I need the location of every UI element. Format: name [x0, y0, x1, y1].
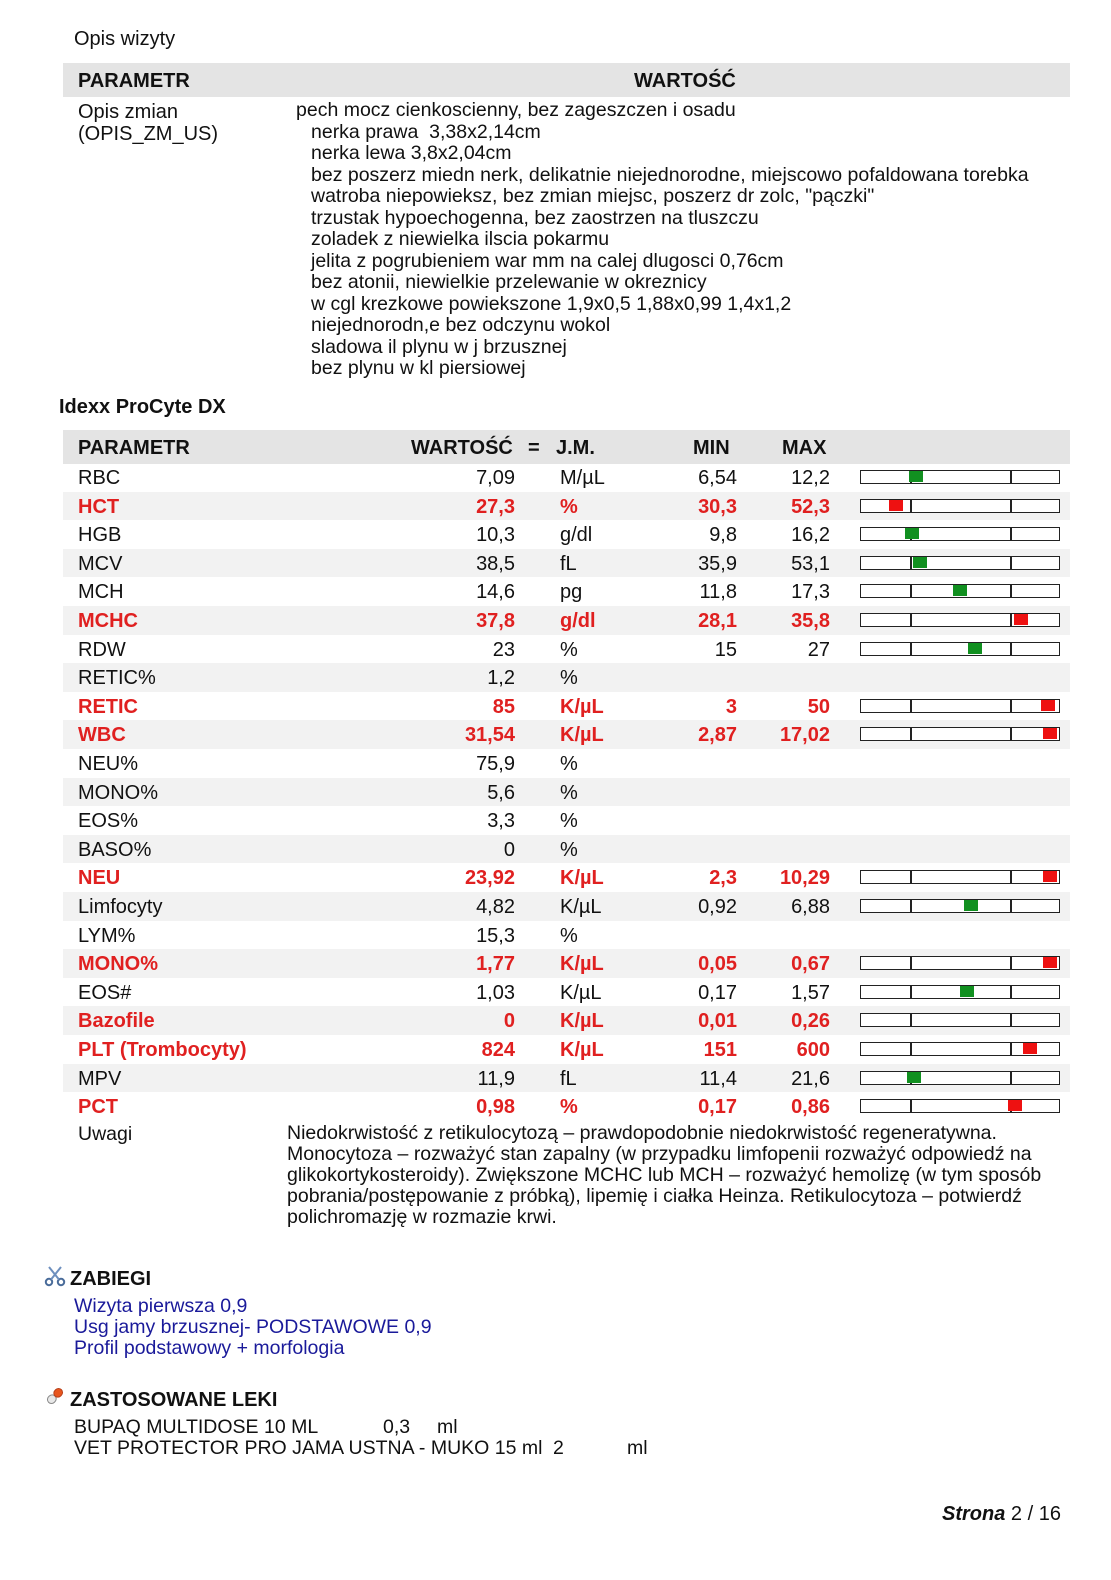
param-max: 0,67	[791, 953, 830, 976]
param-name: WBC	[78, 724, 126, 747]
param-value: 3,3	[487, 810, 515, 833]
param-name: MONO%	[78, 953, 158, 976]
param-unit: %	[560, 638, 578, 661]
gauge-marker	[1043, 728, 1057, 739]
param-unit: K/µL	[560, 1039, 604, 1061]
param-name: RBC	[78, 467, 121, 489]
lab-table-header	[63, 430, 1070, 464]
visit-description-line: niejednorodn,e bez odczynu wokol	[311, 314, 611, 336]
param-name: MCV	[78, 552, 123, 575]
lab-row	[63, 463, 1070, 492]
param-value: 5,6	[487, 781, 515, 804]
lab-row	[63, 1035, 1070, 1064]
gauge-tick	[1010, 728, 1012, 740]
visit-table-header	[63, 63, 1070, 97]
lab-row	[63, 520, 1070, 549]
visit-description-line: nerka lewa 3,8x2,04cm	[311, 142, 512, 164]
visit-description-line: trzustak hypoechogenna, bez zaostrzen na tluszczu	[311, 206, 759, 229]
param-unit: %	[560, 753, 578, 775]
param-min: 0,17	[698, 1096, 737, 1119]
range-gauge	[860, 642, 1060, 656]
range-gauge	[860, 556, 1060, 570]
range-gauge	[860, 956, 1060, 970]
drug-qty: 0,3	[383, 1416, 411, 1438]
page-label: Strona	[942, 1503, 1006, 1525]
notes-line: Monocytoza – rozważyć stan zapalny (w przypadku limfopenii rozważyć odpowiedź na	[287, 1143, 1032, 1165]
gauge-tick	[1010, 900, 1012, 912]
range-gauge	[860, 727, 1060, 741]
visit-description-line: bez atonii, niewielkie przelewanie w okreznicy	[311, 271, 707, 293]
gauge-marker	[1041, 700, 1055, 711]
lab-row	[63, 1092, 1070, 1121]
param-min: 28,1	[698, 610, 737, 632]
gauge-tick	[1010, 1014, 1012, 1026]
procedures-title: ZABIEGI	[70, 1268, 152, 1290]
gauge-marker	[907, 1072, 921, 1083]
param-max: 600	[796, 1039, 830, 1061]
lab-row	[63, 549, 1070, 578]
gauge-tick	[910, 728, 912, 740]
range-gauge	[860, 1071, 1060, 1085]
param-value: 38,5	[476, 552, 515, 575]
param-value: 1,2	[487, 667, 515, 690]
gauge-tick	[1010, 500, 1012, 512]
param-unit: %	[560, 810, 578, 833]
visit-description-line: sladowa il plynu w j brzusznej	[311, 335, 567, 358]
param-name: RETIC%	[78, 667, 156, 690]
param-value: 1,03	[476, 981, 515, 1004]
param-name: PLT (Trombocyty)	[78, 1039, 247, 1061]
param-unit: fL	[560, 552, 577, 575]
param-name: BASO%	[78, 838, 152, 861]
param-unit: K/µL	[560, 695, 604, 718]
param-name: RETIC	[78, 695, 138, 718]
gauge-tick	[1010, 986, 1012, 998]
gauge-tick	[1010, 471, 1012, 483]
param-name: LYM%	[78, 924, 136, 947]
device-title: Idexx ProCyte DX	[59, 396, 226, 418]
param-unit: %	[560, 781, 578, 804]
param-min: 2,87	[698, 724, 737, 747]
range-gauge	[860, 699, 1060, 713]
lab-row	[63, 1006, 1070, 1035]
gauge-marker	[905, 528, 919, 539]
notes-line: pobrania/postępowanie z próbką), lipemię i ciałka Heinza. Retikulocytoza – potwierdź	[287, 1185, 1022, 1207]
gauge-tick	[1010, 700, 1012, 712]
param-min: 0,17	[698, 981, 737, 1004]
drug-name: VET PROTECTOR PRO JAMA USTNA - MUKO 15 ml	[74, 1437, 543, 1459]
param-name: HCT	[78, 495, 120, 518]
gauge-tick	[910, 1043, 912, 1055]
gauge-tick	[1010, 1043, 1012, 1055]
lab-row	[63, 921, 1070, 950]
param-name: NEU	[78, 867, 121, 890]
param-min: 3	[725, 695, 737, 718]
gauge-marker	[909, 471, 923, 482]
gauge-tick	[910, 1100, 912, 1112]
param-unit: K/µL	[560, 867, 604, 890]
lab-row	[63, 835, 1070, 864]
scissors-icon	[44, 1265, 66, 1287]
visit-description-line: watroba niepowieksz, bez zmian miejsc, poszerz dr zolc, "pączki"	[311, 185, 875, 207]
param-max: 35,8	[791, 610, 830, 632]
param-unit: K/µL	[560, 1010, 604, 1033]
gauge-marker	[889, 500, 903, 511]
gauge-tick	[1010, 643, 1012, 655]
param-value: 0	[503, 838, 515, 861]
range-gauge	[860, 1042, 1060, 1056]
range-gauge	[860, 527, 1060, 541]
notes-line: Niedokrwistość z retikulocytozą – prawdopodobnie niedokrwistość regeneratywna.	[287, 1122, 997, 1144]
param-value: 31,54	[464, 724, 515, 747]
page-total: 16	[1038, 1503, 1061, 1525]
page-sep: /	[1027, 1503, 1034, 1525]
gauge-tick	[910, 1014, 912, 1026]
visit-description-line: bez poszerz miedn nerk, delikatnie niejednorodne, miejscowo pofaldowana torebka	[311, 163, 1029, 186]
procedure-item: Profil podstawowy + morfologia	[74, 1337, 345, 1359]
param-unit: %	[560, 1096, 578, 1119]
param-value: 23	[492, 638, 515, 661]
param-label-line1: Opis zmian	[78, 101, 179, 123]
gauge-marker	[1008, 1100, 1022, 1111]
param-min: 9,8	[709, 524, 737, 547]
param-unit: K/µL	[560, 953, 604, 976]
param-max: 10,29	[779, 867, 830, 890]
param-max: 12,2	[791, 467, 830, 489]
range-gauge	[860, 1099, 1060, 1113]
header-param: PARAMETR	[78, 70, 190, 92]
param-value: 11,9	[477, 1067, 515, 1090]
param-min: 11,4	[699, 1067, 737, 1090]
param-min: 0,05	[698, 953, 737, 976]
param-value: 824	[481, 1039, 515, 1061]
gauge-tick	[910, 986, 912, 998]
visit-description-line: nerka prawa 3,38x2,14cm	[311, 120, 541, 143]
lab-row	[63, 606, 1070, 635]
lab-header-param: PARAMETR	[78, 437, 190, 459]
lab-row	[63, 663, 1070, 692]
param-max: 50	[807, 695, 830, 718]
lab-row	[63, 749, 1070, 778]
header-value: WARTOŚĆ	[634, 70, 736, 92]
gauge-tick	[1010, 528, 1012, 540]
gauge-marker	[1023, 1043, 1037, 1054]
param-name: MCH	[78, 581, 124, 604]
param-min: 15	[714, 638, 737, 661]
param-name: HGB	[78, 524, 122, 547]
gauge-tick	[910, 700, 912, 712]
param-unit: %	[560, 495, 578, 518]
range-gauge	[860, 584, 1060, 598]
param-value: 1,77	[476, 953, 515, 976]
param-value: 10,3	[476, 524, 515, 547]
param-name: MCHC	[78, 610, 138, 632]
visit-title: Opis wizyty	[74, 28, 176, 50]
gauge-tick	[910, 585, 912, 597]
page-current: 2	[1010, 1503, 1023, 1525]
param-max: 52,3	[791, 495, 830, 518]
param-value: 27,3	[476, 495, 515, 518]
param-value: 4,82	[476, 896, 515, 918]
param-value: 0,98	[476, 1096, 515, 1119]
drug-qty: 2	[553, 1437, 564, 1459]
page-number	[942, 1503, 1061, 1526]
param-value: 85	[492, 695, 515, 718]
param-unit: %	[560, 667, 578, 690]
gauge-marker	[968, 643, 982, 654]
param-name: Limfocyty	[78, 896, 163, 918]
drug-unit: ml	[437, 1416, 458, 1438]
param-value: 37,8	[476, 610, 515, 632]
range-gauge	[860, 870, 1060, 884]
param-unit: g/dl	[560, 524, 593, 547]
range-gauge	[860, 613, 1060, 627]
gauge-marker	[1043, 957, 1057, 968]
param-max: 0,86	[791, 1096, 830, 1119]
lab-row	[63, 720, 1070, 749]
notes-line: glikokortykosteroidy). Zwiększone MCHC lub MCH – rozważyć hemolizę (w tym sposób	[287, 1164, 1042, 1186]
drug-name: BUPAQ MULTIDOSE 10 ML	[74, 1416, 319, 1438]
visit-param-label	[78, 101, 218, 145]
gauge-marker	[1043, 871, 1057, 882]
gauge-tick	[1010, 614, 1012, 626]
visit-description-line: w cgl krezkowe powiekszone 1,9x0,5 1,88x0,99 1,4x1,2	[311, 292, 792, 315]
lab-row	[63, 1064, 1070, 1093]
lab-header-unit: J.M.	[556, 437, 595, 459]
range-gauge	[860, 985, 1060, 999]
param-unit: %	[560, 924, 578, 947]
param-name: Bazofile	[78, 1010, 155, 1033]
param-label-line2: (OPIS_ZM_US)	[78, 123, 219, 145]
param-unit: K/µL	[560, 724, 604, 747]
gauge-tick	[1010, 585, 1012, 597]
lab-row	[63, 892, 1070, 921]
param-max: 53,1	[791, 552, 830, 575]
param-max: 27	[807, 638, 830, 661]
param-value: 75,9	[476, 753, 515, 775]
gauge-marker	[913, 557, 927, 568]
gauge-marker	[1014, 614, 1028, 625]
lab-row	[63, 778, 1070, 807]
gauge-tick	[910, 957, 912, 969]
param-name: EOS%	[78, 810, 139, 833]
param-min: 2,3	[709, 867, 737, 890]
lab-row	[63, 863, 1070, 892]
lab-row	[63, 492, 1070, 521]
notes-label: Uwagi	[78, 1123, 133, 1145]
lab-row	[63, 806, 1070, 835]
param-max: 6,88	[791, 896, 830, 918]
notes-line: polichromazję w rozmazie krwi.	[287, 1206, 557, 1228]
param-name: MPV	[78, 1067, 122, 1090]
visit-description-line: jelita z pogrubieniem war mm na calej dlugosci 0,76cm	[311, 249, 784, 272]
param-name: MONO%	[78, 781, 158, 804]
gauge-marker	[960, 986, 974, 997]
range-gauge	[860, 1013, 1060, 1027]
param-unit: K/µL	[560, 981, 602, 1004]
param-min: 151	[703, 1039, 737, 1061]
param-min: 0,92	[698, 896, 737, 918]
param-min: 6,54	[698, 467, 737, 489]
param-max: 0,26	[791, 1010, 830, 1033]
param-name: EOS#	[78, 981, 132, 1004]
lab-header-eq: =	[528, 437, 540, 459]
param-max: 1,57	[791, 981, 830, 1004]
gauge-marker	[953, 585, 967, 596]
drugs-title: ZASTOSOWANE LEKI	[70, 1389, 278, 1411]
visit-description-line: bez plynu w kl piersiowej	[311, 357, 526, 379]
param-unit: M/µL	[560, 467, 605, 489]
lab-header-min: MIN	[693, 437, 730, 459]
gauge-tick	[1010, 957, 1012, 969]
procedure-item: Wizyta pierwsza 0,9	[74, 1295, 248, 1317]
gauge-marker	[964, 900, 978, 911]
range-gauge	[860, 499, 1060, 513]
visit-description-line: zoladek z niewielka ilscia pokarmu	[311, 228, 610, 250]
lab-header-max: MAX	[782, 437, 827, 459]
param-unit: g/dl	[560, 610, 596, 632]
gauge-tick	[910, 557, 912, 569]
param-unit: %	[560, 838, 578, 861]
gauge-tick	[910, 643, 912, 655]
param-value: 0	[503, 1010, 515, 1033]
range-gauge	[860, 899, 1060, 913]
gauge-tick	[910, 500, 912, 512]
param-name: PCT	[78, 1096, 118, 1119]
procedure-item: Usg jamy brzusznej- PODSTAWOWE 0,9	[74, 1316, 432, 1338]
param-unit: pg	[560, 581, 583, 604]
lab-row	[63, 978, 1070, 1007]
param-min: 11,8	[699, 581, 737, 604]
gauge-tick	[910, 871, 912, 883]
param-min: 35,9	[698, 552, 737, 575]
lab-row	[63, 949, 1070, 978]
gauge-tick	[910, 900, 912, 912]
param-max: 21,6	[791, 1067, 830, 1090]
param-unit: fL	[560, 1067, 577, 1090]
lab-row	[63, 635, 1070, 664]
lab-row	[63, 577, 1070, 606]
param-value: 14,6	[476, 581, 515, 604]
param-name: RDW	[78, 638, 126, 661]
param-min: 30,3	[698, 495, 737, 518]
param-max: 16,2	[791, 524, 830, 547]
param-max: 17,3	[791, 581, 830, 604]
lab-header-value: WARTOŚĆ	[411, 437, 513, 459]
gauge-tick	[1010, 871, 1012, 883]
pill-icon	[44, 1385, 66, 1407]
range-gauge	[860, 470, 1060, 484]
param-max: 17,02	[779, 724, 830, 747]
gauge-tick	[1010, 557, 1012, 569]
param-min: 0,01	[698, 1010, 737, 1033]
param-value: 7,09	[476, 467, 515, 489]
param-value: 23,92	[464, 867, 515, 890]
visit-description-line: pech mocz cienkoscienny, bez zageszczen i osadu	[296, 99, 736, 121]
param-value: 15,3	[476, 924, 515, 947]
param-name: NEU%	[78, 753, 139, 775]
gauge-tick	[910, 614, 912, 626]
drug-unit: ml	[627, 1437, 648, 1459]
param-unit: K/µL	[560, 896, 602, 918]
gauge-tick	[1010, 1072, 1012, 1084]
lab-row	[63, 692, 1070, 721]
